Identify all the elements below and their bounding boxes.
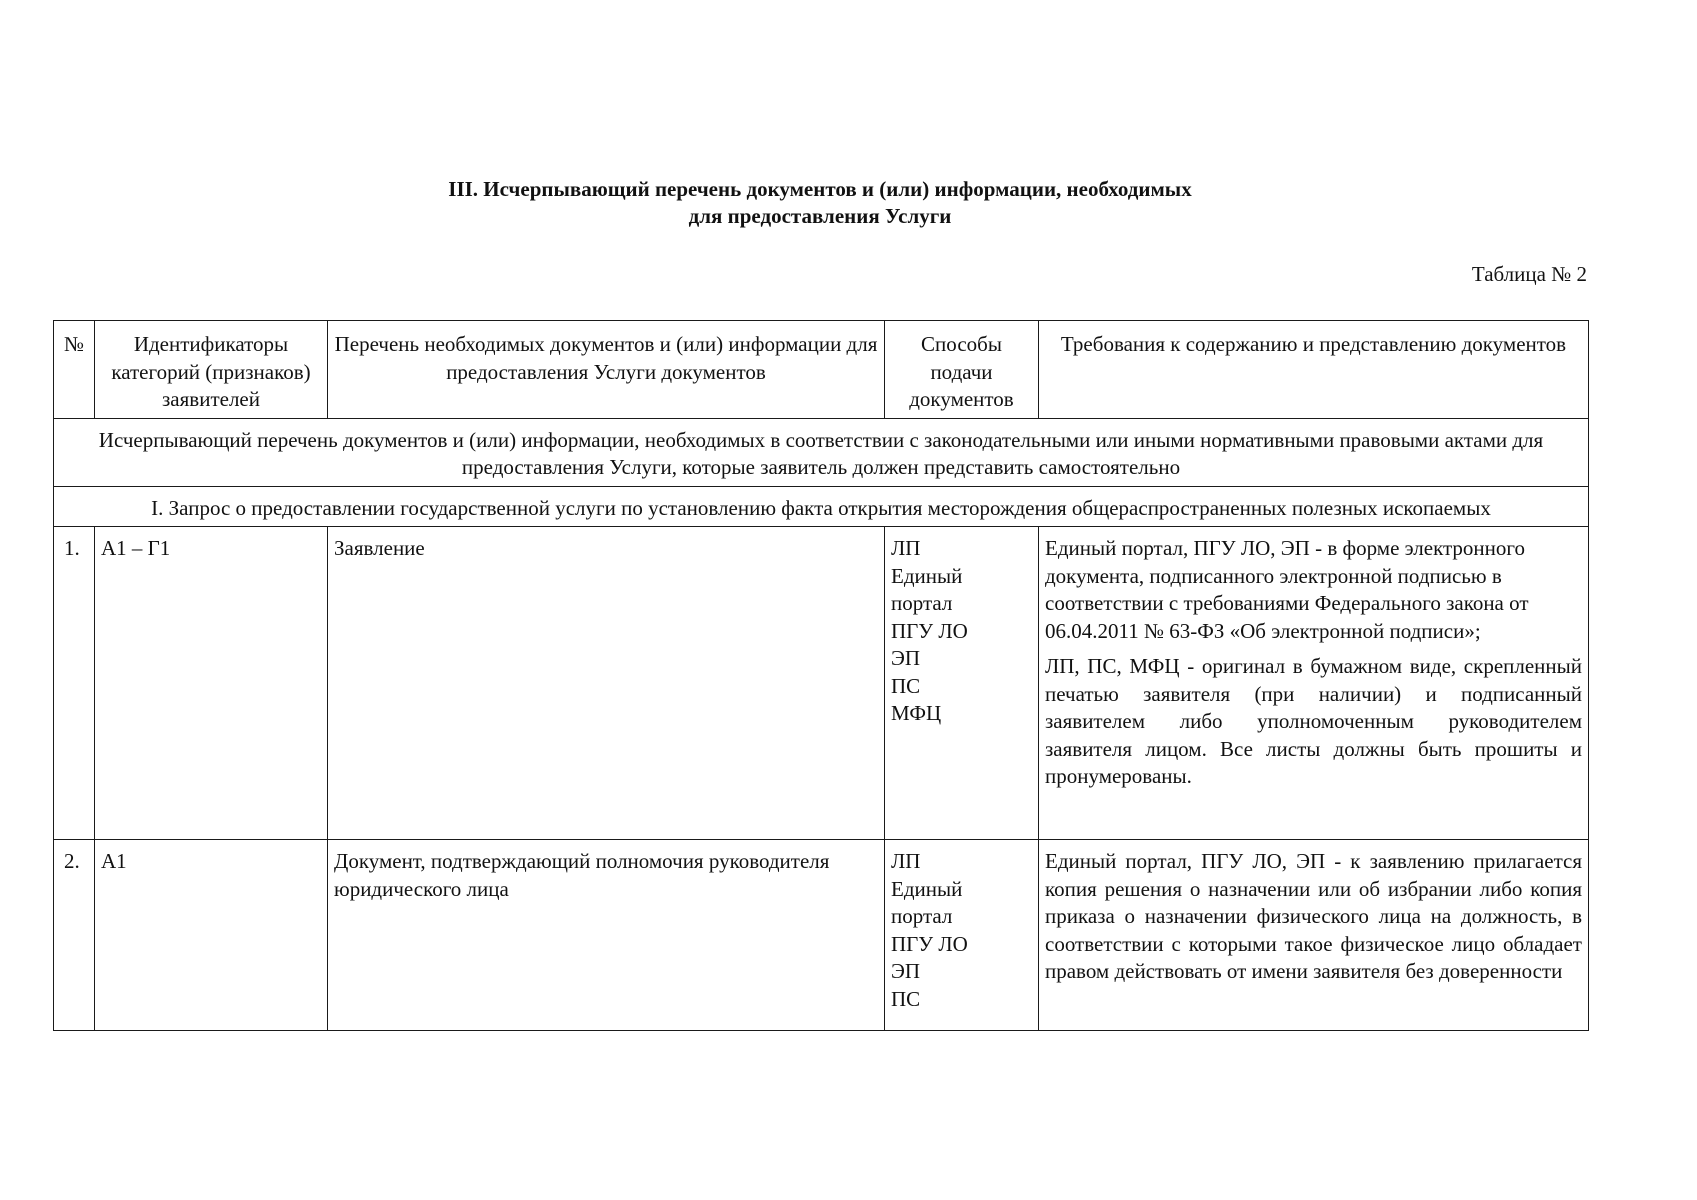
- method-item: Единый: [891, 876, 963, 901]
- table-row: [54, 527, 1589, 840]
- section-heading: [0, 176, 1640, 230]
- row-category: А1 – Г1: [95, 527, 328, 840]
- heading-line-1: III. Исчерпывающий перечень документов и (или) информации, необходимых: [448, 177, 1192, 201]
- requirement-text: Единый портал, ПГУ ЛО, ЭП - к заявлению прилагается копия решения о назначении или об избрании либо копия приказа о назначении физического лица на должность, в соответствии с которыми такое физическое лицо обладает правом действовать от имени заявителя без доверенности: [1045, 849, 1582, 983]
- row-number: 2.: [54, 840, 95, 1031]
- method-item: ПС: [891, 986, 921, 1011]
- row-methods: [885, 527, 1039, 840]
- section-title-row: [54, 418, 1589, 486]
- col-header-number: №: [54, 321, 95, 419]
- col-header-categories: Идентификаторы категорий (признаков) заявителей: [95, 321, 328, 419]
- method-item: ПГУ ЛО: [891, 618, 968, 643]
- section-title: Исчерпывающий перечень документов и (или) информации, необходимых в соответствии с законодательными или иными нормативными правовыми актами для предоставления Услуги, которые заявитель должен представить самостоятельно: [54, 418, 1589, 486]
- col-header-documents: Перечень необходимых документов и (или) информации для предоставления Услуги документов: [328, 321, 885, 419]
- method-item: портал: [891, 591, 953, 615]
- row-requirements: [1039, 840, 1589, 1031]
- method-item: портал: [891, 904, 953, 928]
- header-row: [54, 321, 1589, 419]
- sub-title-row: [54, 486, 1589, 527]
- method-item: ПГУ ЛО: [891, 931, 968, 956]
- method-item: ЛП: [891, 536, 921, 560]
- col-header-methods: Способы подачи документов: [885, 321, 1039, 419]
- row-number: 1.: [54, 527, 95, 840]
- sub-title: I. Запрос о предоставлении государственной услуги по установлению факта открытия месторождения общераспространенных полезных ископаемых: [54, 486, 1589, 527]
- requirement-text: Единый портал, ПГУ ЛО, ЭП - в форме электронного документа, подписанного электронной подписью в соответствии с требованиями Федерального закона от 06.04.2011 № 63-ФЗ «Об электронной подписи»;: [1045, 536, 1529, 643]
- requirement-text: ЛП, ПС, МФЦ - оригинал в бумажном виде, скрепленный печатью заявителя (при наличии) и подписанный заявителем либо уполномоченным руководителем заявителя лицом. Все листы должны быть прошиты и пронумерованы.: [1045, 654, 1582, 788]
- documents-table: [53, 320, 1589, 1031]
- heading-line-2: для предоставления Услуги: [688, 204, 952, 228]
- table-row: [54, 840, 1589, 1031]
- row-document: Документ, подтверждающий полномочия руководителя юридического лица: [328, 840, 885, 1031]
- method-item: ЭП: [891, 959, 921, 983]
- method-item: ПС: [891, 673, 921, 698]
- row-requirements: [1039, 527, 1589, 840]
- col-header-requirements: Требования к содержанию и представлению документов: [1039, 321, 1589, 419]
- row-category: А1: [95, 840, 328, 1031]
- row-methods: [885, 840, 1039, 1031]
- table-number: Таблица № 2: [1471, 262, 1587, 286]
- method-item: ЭП: [891, 646, 921, 670]
- method-item: МФЦ: [891, 701, 942, 725]
- row-document: Заявление: [328, 527, 885, 840]
- method-item: Единый: [891, 563, 963, 588]
- method-item: ЛП: [891, 849, 921, 873]
